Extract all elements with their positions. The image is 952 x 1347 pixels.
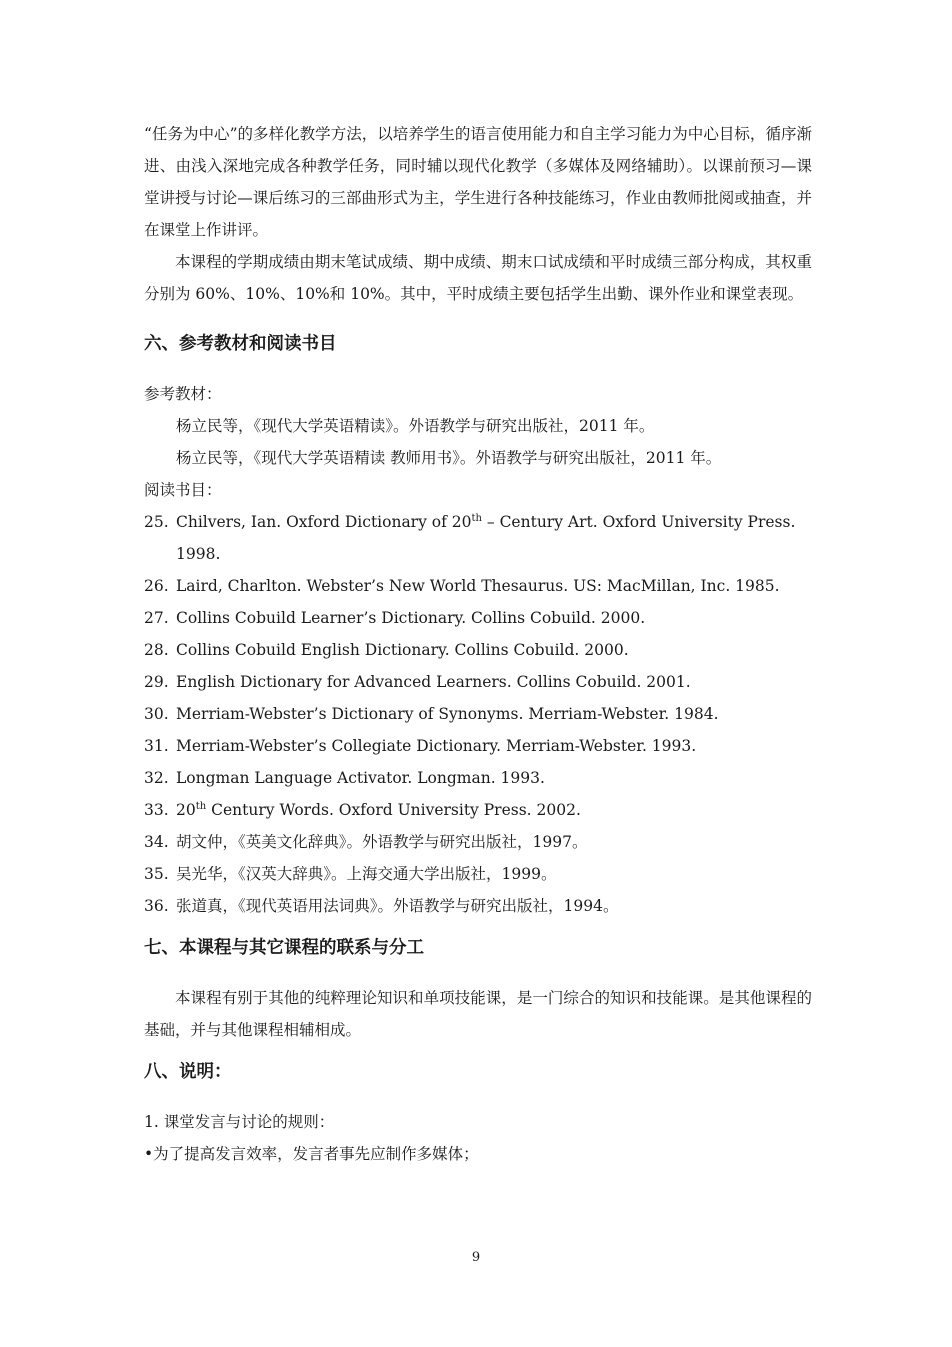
section-8-heading: 八、说明： [144,1062,232,1082]
list-item-number: 25. [144,513,169,531]
list-item [144,730,812,762]
section-8-item-1: 1. 课堂发言与讨论的规则： [144,1113,335,1131]
list-item [144,698,812,730]
grading-paragraph: 本课程的学期成绩由期末笔试成绩、期中成绩、期末口试成绩和平时成绩三部分构成，其权重分别为 60%、10%、10%和 10%。其中，平时成绩主要包括学生出勤、课外作业和课堂表现。 [144,253,812,303]
list-item-number: 27. [144,609,169,627]
list-item [144,826,812,858]
section-7-heading: 七、本课程与其它课程的联系与分工 [144,938,424,958]
list-item-number: 31. [144,737,169,755]
list-item-text: Chilvers, Ian. Oxford Dictionary of 20th – Century Art. Oxford University Press. 1998. [176,512,796,563]
section-7-paragraph: 本课程有别于其他的纯粹理论知识和单项技能课，是一门综合的知识和技能课。是其他课程的基础，并与其他课程相辅相成。 [144,989,812,1039]
list-item-text: Merriam-Webster’s Collegiate Dictionary. Merriam-Webster. 1993. [176,737,697,755]
page-number: 9 [471,1250,481,1265]
list-item-number: 34. [144,833,169,851]
textbooks-label: 参考教材： [144,385,222,403]
teaching-method-paragraph: “任务为中心”的多样化教学方法，以培养学生的语言使用能力和自主学习能力为中心目标，循序渐进、由浅入深地完成各种教学任务，同时辅以现代化教学（多媒体及网络辅助）。以课前预习—课堂讲授与讨论—课后练习的三部曲形式为主，学生进行各种技能练习，作业由教师批阅或抽查，并在课堂上作讲评。 [144,125,812,239]
page-content [144,118,812,1170]
list-item [144,666,812,698]
reading-list [144,506,812,922]
textbook-entry: 杨立民等，《现代大学英语精读》。外语教学与研究出版社，2011 年。 [176,417,655,435]
list-item-number: 29. [144,673,169,691]
list-item-text: English Dictionary for Advanced Learners. Collins Cobuild. 2001. [176,673,691,691]
reading-list-label: 阅读书目： [144,481,222,499]
list-item-number: 26. [144,577,169,595]
list-item-number: 36. [144,897,169,915]
list-item-number: 35. [144,865,169,883]
list-item [144,890,812,922]
list-item [144,506,812,570]
list-item [144,634,812,666]
list-item-number: 28. [144,641,169,659]
list-item-number: 33. [144,801,169,819]
list-item-text: Collins Cobuild English Dictionary. Collins Cobuild. 2000. [176,641,629,659]
list-item-text: 胡文仲，《英美文化辞典》。外语教学与研究出版社，1997。 [176,833,588,851]
list-item [144,762,812,794]
list-item-text: Merriam-Webster’s Dictionary of Synonyms. Merriam-Webster. 1984. [176,705,719,723]
list-item [144,794,812,826]
textbook-entry: 杨立民等，《现代大学英语精读 教师用书》。外语教学与研究出版社，2011 年。 [176,449,722,467]
list-item [144,570,812,602]
list-item-text: Longman Language Activator. Longman. 1993. [176,769,545,787]
list-item-text: Collins Cobuild Learner’s Dictionary. Collins Cobuild. 2000. [176,609,646,627]
section-6-heading: 六、参考教材和阅读书目 [144,334,337,354]
list-item-number: 32. [144,769,169,787]
list-item [144,858,812,890]
list-item-text: 20th Century Words. Oxford University Press. 2002. [176,800,581,819]
section-8-bullet-1: •为了提高发言效率，发言者事先应制作多媒体； [144,1145,479,1163]
list-item [144,602,812,634]
list-item-text: 吴光华，《汉英大辞典》。上海交通大学出版社，1999。 [176,865,557,883]
list-item-text: 张道真，《现代英语用法词典》。外语教学与研究出版社，1994。 [176,897,619,915]
list-item-text: Laird, Charlton. Webster’s New World Thesaurus. US: MacMillan, Inc. 1985. [176,577,780,595]
list-item-number: 30. [144,705,169,723]
